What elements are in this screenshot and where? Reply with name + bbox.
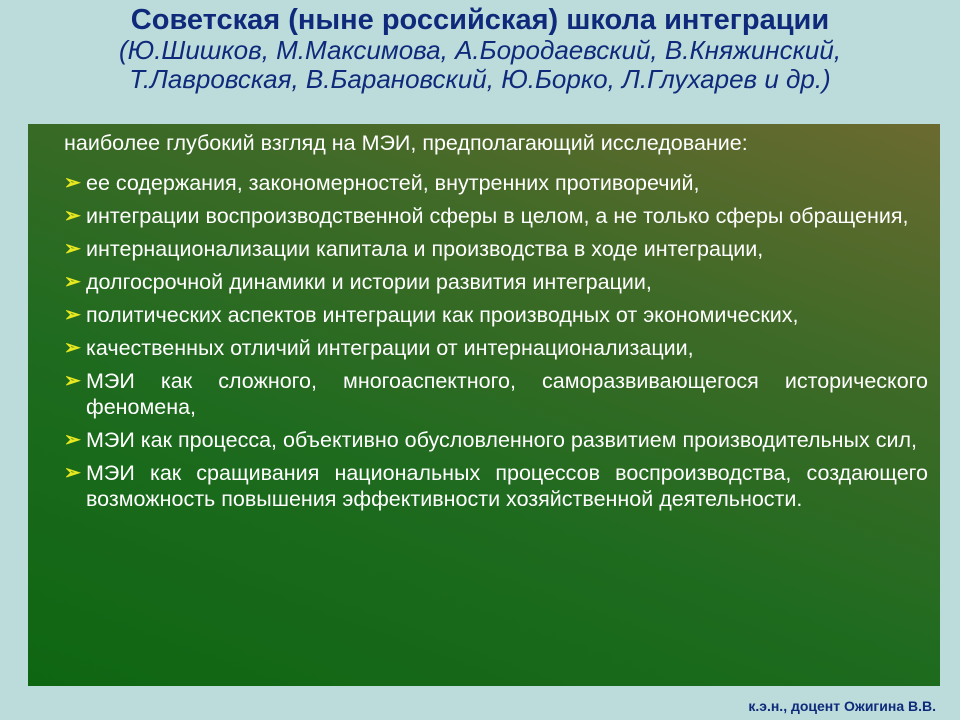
arrow-check-icon: ➢ [64,304,81,326]
title-main: Советская (ныне российская) школа интеграции [130,4,830,36]
list-item-text: ее содержания, закономерностей, внутренних противоречий, [86,171,700,195]
list-item [64,203,928,229]
panel-intro: наиболее глубокий взгляд на МЭИ, предполагающий исследование: [64,131,748,155]
list-item [64,170,928,196]
list-item [64,302,928,328]
arrow-check-icon: ➢ [64,337,81,359]
title-authors-line-2: Т.Лавровская, В.Барановский, Ю.Борко, Л.Глухарев и др.) [129,64,831,94]
title-authors-line-1: (Ю.Шишков, М.Максимова, А.Бородаевский, В.Княжинский, [118,35,842,65]
list-item-text: интернационализации капитала и производства в ходе интеграции, [86,237,764,261]
list-item [64,335,928,361]
list-item-text: МЭИ как сращивания национальных процессов воспроизводства, создающего возможность повышения эффективности хозяйственной деятельности. [86,461,928,511]
author-footer: к.э.н., доцент Ожигина В.В. [748,698,936,714]
list-item [64,368,928,420]
list-item [64,427,928,453]
list-item [64,269,928,295]
slide-title [0,4,960,94]
list-item-text: политических аспектов интеграции как производных от экономических, [86,303,799,327]
arrow-check-icon: ➢ [64,172,81,194]
content-panel [28,124,940,686]
arrow-check-icon: ➢ [64,205,81,227]
list-item-text: МЭИ как процесса, объективно обусловленного развитием производительных сил, [86,428,918,452]
arrow-check-icon: ➢ [64,462,81,484]
arrow-check-icon: ➢ [64,370,81,392]
arrow-check-icon: ➢ [64,271,81,293]
bullet-list [64,170,928,512]
list-item-text: МЭИ как сложного, многоаспектного, саморазвивающегося исторического феномена, [86,369,928,419]
arrow-check-icon: ➢ [64,429,81,451]
arrow-check-icon: ➢ [64,238,81,260]
list-item [64,236,928,262]
list-item-text: интеграции воспроизводственной сферы в целом, а не только сферы обращения, [86,204,909,228]
list-item [64,460,928,512]
list-item-text: долгосрочной динамики и истории развития интеграции, [86,270,652,294]
list-item-text: качественных отличий интеграции от интернационализации, [86,336,694,360]
